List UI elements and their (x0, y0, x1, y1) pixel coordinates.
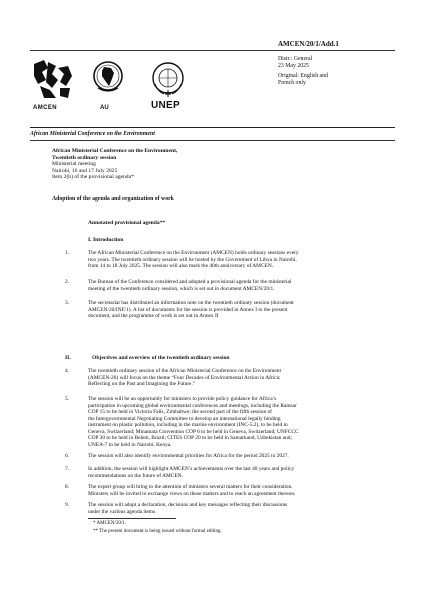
paragraph-5: 5. The session will be an opportunity for ministers to provide policy guidance for Africa’s participation in upcoming global environmental conferences and meetings, including the Ramsar COP 15 to be held in Victoria Falls, Zimbabwe; the second part of the fifth session of the Intergovernmental Negotiating Committee to develop an international legally binding instrument on plastic pollution, including in the marine environment (INC-5.2), to be held in Geneva, Switzerland; Minamata Convention COP 6 to be held in Geneva, Switzerland; UNFCCC COP 30 to be held in Belem, Brazil; CITES COP 20 to be held in Samarkand, Uzbekistan and; UNEA-7 to be held in Nairobi, Kenya. (65, 396, 299, 448)
paragraph-3: 3. The secretariat has distributed an information note on the twentieth ordinary session (document AMCEN/20/INF/1). A list of documents for the session is provided in Annex I to the present document, and the programme of work is set out in Annex II (65, 300, 294, 319)
meeting-line-3: Ministerial meeting (52, 161, 96, 168)
original-line-2: French only (278, 80, 306, 86)
original-line-1: Original: English and (278, 73, 328, 79)
meeting-line-1: African Ministerial Conference on the Environment, (52, 148, 178, 154)
distr-line: Distr.: General (278, 56, 313, 62)
amcen-logo-icon (30, 58, 76, 100)
section-heading-introduction: I. Introduction (88, 237, 124, 243)
header-rule-bottom (30, 140, 395, 141)
logo-bar (30, 58, 190, 118)
footnote-1: * AMCEN/20/1. (93, 521, 127, 526)
paragraph-9: 9. The session will adopt a declaration, decisions and key messages reflecting their discussions under the various agenda items (65, 502, 288, 515)
annotated-agenda-heading: Annotated provisional agenda** (88, 220, 166, 226)
amcen-logo-label: AMCEN (33, 105, 57, 111)
unep-logo-icon (150, 60, 186, 100)
agenda-item-title: Adoption of the agenda and organization of work (52, 196, 174, 202)
paragraph-8: 8. The expert group will bring to the attention of ministers several matters for their consideration. Ministers will be invited to exchange views on those matters and to reach an agreement thereon. (65, 484, 296, 497)
meeting-info (52, 148, 252, 181)
paragraph-6: 6. The session will also identify environmental priorities for Africa for the period 2025 to 2027. (65, 453, 289, 459)
header-rule-thick (30, 127, 395, 128)
paragraph-2: 2. The Bureau of the Conference considered and adopted a provisional agenda for the ministerial meeting of the twentieth ordinary session, which is set out in document AMCEN/20/1. (65, 279, 292, 292)
date-line: 23 May 2025 (278, 63, 309, 69)
paragraph-4: 4. The twentieth ordinary session of the African Ministerial Conference on the Environment (AMCEN-20) will focus on the theme “Four Decades of Environmental Action in Africa: Reflecting on the Past and Imagining the Future.” (65, 368, 281, 387)
footnote-rule (88, 518, 176, 519)
distribution-block (278, 56, 328, 87)
section-heading-objectives: II. Objectives and overview of the twentieth ordinary session (65, 355, 230, 361)
header-rule-top (30, 50, 395, 51)
paragraph-7: 7. In addition, the session will highlight AMCEN’s achievements over the last 40 years and policy recommendations on the future of AMCEN. (65, 466, 295, 479)
unep-logo-label: UNEP (151, 100, 180, 111)
document-symbol: AMCEN/20/1/Add.1 (278, 40, 339, 48)
conference-name: African Ministerial Conference on the Environment (30, 131, 155, 137)
au-logo-label: AU (100, 105, 109, 111)
meeting-line-5: Item 2(b) of the provisional agenda* (52, 174, 134, 181)
footnote-2: ** The present document is being issued without formal editing. (93, 529, 222, 534)
african-union-emblem-icon (92, 60, 124, 96)
meeting-line-2: Twentieth ordinary session (52, 154, 117, 161)
meeting-line-4: Nairobi, 16 and 17 July 2025 (52, 167, 118, 174)
paragraph-1: 1. The African Ministerial Conference on the Environment (AMCEN) holds ordinary sessions every two years. The twentieth ordinary session will be hosted by the Government of Libya in Nairobi, from 14 to 18 July 2025. The session will also mark the 40th anniversary of AMCEN. (65, 250, 299, 269)
